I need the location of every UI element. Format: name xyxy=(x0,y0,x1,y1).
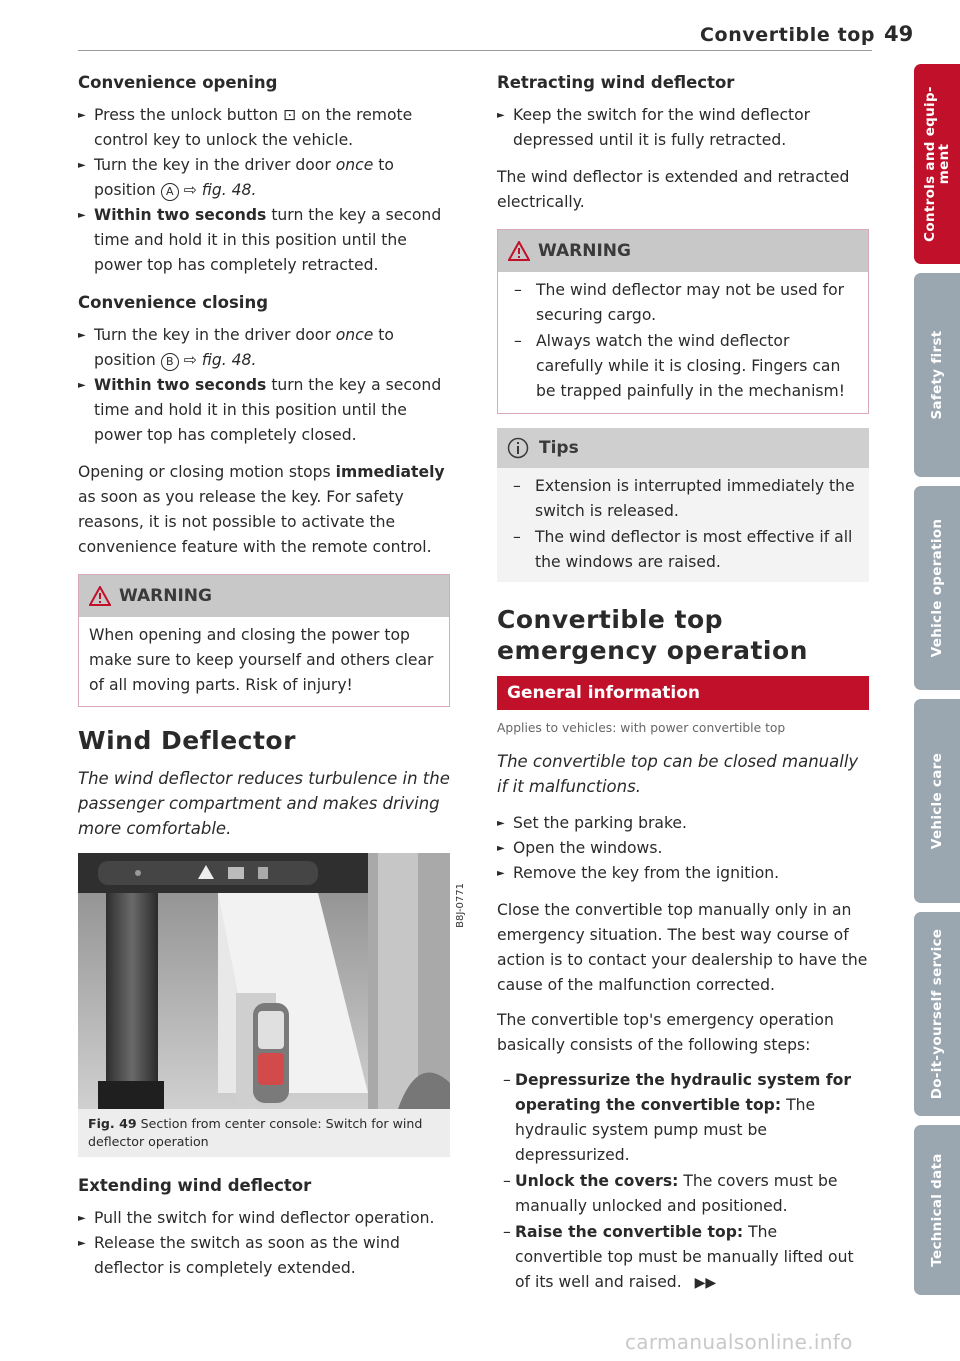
emergency-step-2: – Unlock the covers: The covers must be manually unlocked and positioned. xyxy=(497,1169,869,1219)
convenience-opening-heading: Convenience opening xyxy=(78,73,278,92)
page-number: 49 xyxy=(884,22,914,46)
header-title: Convertible top xyxy=(700,24,876,46)
side-tab-vehicle-care[interactable]: Vehicle care xyxy=(914,699,960,903)
motion-stop-paragraph: Opening or closing motion stops immediately as soon as you release the key. For safety reasons, it is not possible to activate the convenience feature with the remote control. xyxy=(78,463,445,556)
warning-list xyxy=(498,272,868,413)
console-illustration xyxy=(78,853,450,1109)
emergency-bullet-2: ► Open the windows. xyxy=(497,836,869,861)
figure-reference[interactable]: ⇨ fig. 48. xyxy=(183,351,257,369)
figure-49-console-photo xyxy=(78,853,466,1109)
position-a-circle: A xyxy=(161,183,179,201)
emergency-intro: The convertible top can be closed manually if it malfunctions. xyxy=(497,752,859,796)
position-b-circle: B xyxy=(161,353,179,371)
closing-step-1: ► Turn the key in the driver door once to position B ⇨ fig. 48. xyxy=(78,323,450,373)
emergency-step-1: – Depressurize the hydraulic system for operating the convertible top: The hydraulic system pump must be depressurized. xyxy=(497,1068,869,1168)
retracting-paragraph: The wind deflector is extended and retracted electrically. xyxy=(497,168,850,211)
emergency-heading: Convertible top emergency operation xyxy=(497,605,808,665)
extending-heading: Extending wind deflector xyxy=(78,1176,312,1195)
figure-reference[interactable]: ⇨ fig. 48. xyxy=(183,181,257,199)
header-rule xyxy=(78,50,872,51)
retracting-heading: Retracting wind deflector xyxy=(497,73,735,92)
extending-step-2: ► Release the switch as soon as the wind deflector is completely extended. xyxy=(78,1231,450,1281)
section-bar-general-information: General information xyxy=(497,676,869,710)
retracting-step-1: ► Keep the switch for the wind deflector depressed until it is fully retracted. xyxy=(497,103,869,153)
tip-item: – Extension is interrupted immediately the switch is released. xyxy=(507,474,859,524)
side-tab-diy-service[interactable]: Do-it-yourself service xyxy=(914,912,960,1116)
applies-to-note: Applies to vehicles: with power convertible top xyxy=(497,721,786,735)
closing-step-2: ► Within two seconds turn the key a second time and hold it in this position until the power top has completely closed. xyxy=(78,373,450,448)
opening-step-2: ► Turn the key in the driver door once to position A ⇨ fig. 48. xyxy=(78,153,450,203)
opening-step-1: ► Press the unlock button ⊡ on the remote control key to unlock the vehicle. xyxy=(78,103,450,153)
emergency-paragraph-2: The convertible top's emergency operation basically consists of the following steps: xyxy=(497,1011,834,1054)
left-column xyxy=(78,70,466,1281)
side-tab-vehicle-operation[interactable]: Vehicle operation xyxy=(914,486,960,690)
info-icon xyxy=(507,437,529,459)
wind-deflector-heading: Wind Deflector xyxy=(78,726,296,755)
tips-box xyxy=(497,428,869,582)
side-tab-technical-data[interactable]: Technical data xyxy=(914,1125,960,1295)
emergency-bullet-3: ► Remove the key from the ignition. xyxy=(497,861,869,886)
tips-header: Tips xyxy=(497,428,869,468)
opening-step-3: ► Within two seconds turn the key a second time and hold it in this position until the power top has completely retracted. xyxy=(78,203,450,278)
figure-caption: Fig. 49 Section from center console: Switch for wind deflector operation xyxy=(78,1109,450,1157)
figure-code: B8J-0771 xyxy=(455,883,466,928)
emergency-bullet-1: ► Set the parking brake. xyxy=(497,811,869,836)
warning-triangle-icon xyxy=(508,241,530,261)
warning-text: When opening and closing the power top make sure to keep yourself and others clear of all moving parts. Risk of injury! xyxy=(89,626,434,694)
side-tab-controls[interactable]: Controls and equip- ment xyxy=(914,64,960,264)
remote-unlock-icon: ⊡ xyxy=(283,106,297,124)
tips-list xyxy=(497,468,869,582)
warning-item: – Always watch the wind deflector carefully while it is closing. Fingers can be trapped painfully in the mechanism! xyxy=(508,329,858,404)
warning-item: – The wind deflector may not be used for securing cargo. xyxy=(508,278,858,328)
watermark: carmanualsonline.info xyxy=(625,1330,853,1354)
right-column xyxy=(497,70,869,1297)
extending-step-1: ► Pull the switch for wind deflector operation. xyxy=(78,1206,450,1231)
warning-box-2 xyxy=(497,229,869,414)
wind-deflector-intro: The wind deflector reduces turbulence in the passenger compartment and makes driving more comfortable. xyxy=(78,769,450,838)
warning-triangle-icon xyxy=(89,586,111,606)
side-tab-safety[interactable]: Safety first xyxy=(914,273,960,477)
warning-header: WARNING xyxy=(498,230,868,272)
warning-header: WARNING xyxy=(79,575,449,617)
continue-arrow-icon: ▶▶ xyxy=(694,1275,717,1291)
emergency-step-3: – Raise the convertible top: The convertible top must be manually lifted out of its well and raised. ▶▶ xyxy=(497,1220,869,1296)
emergency-paragraph-1: Close the convertible top manually only in an emergency situation. The best way course of action is to contact your dealership to have the cause of the malfunction corrected. xyxy=(497,901,868,994)
tip-item: – The wind deflector is most effective if all the windows are raised. xyxy=(507,525,859,575)
convenience-closing-heading: Convenience closing xyxy=(78,293,268,312)
warning-box xyxy=(78,574,450,707)
